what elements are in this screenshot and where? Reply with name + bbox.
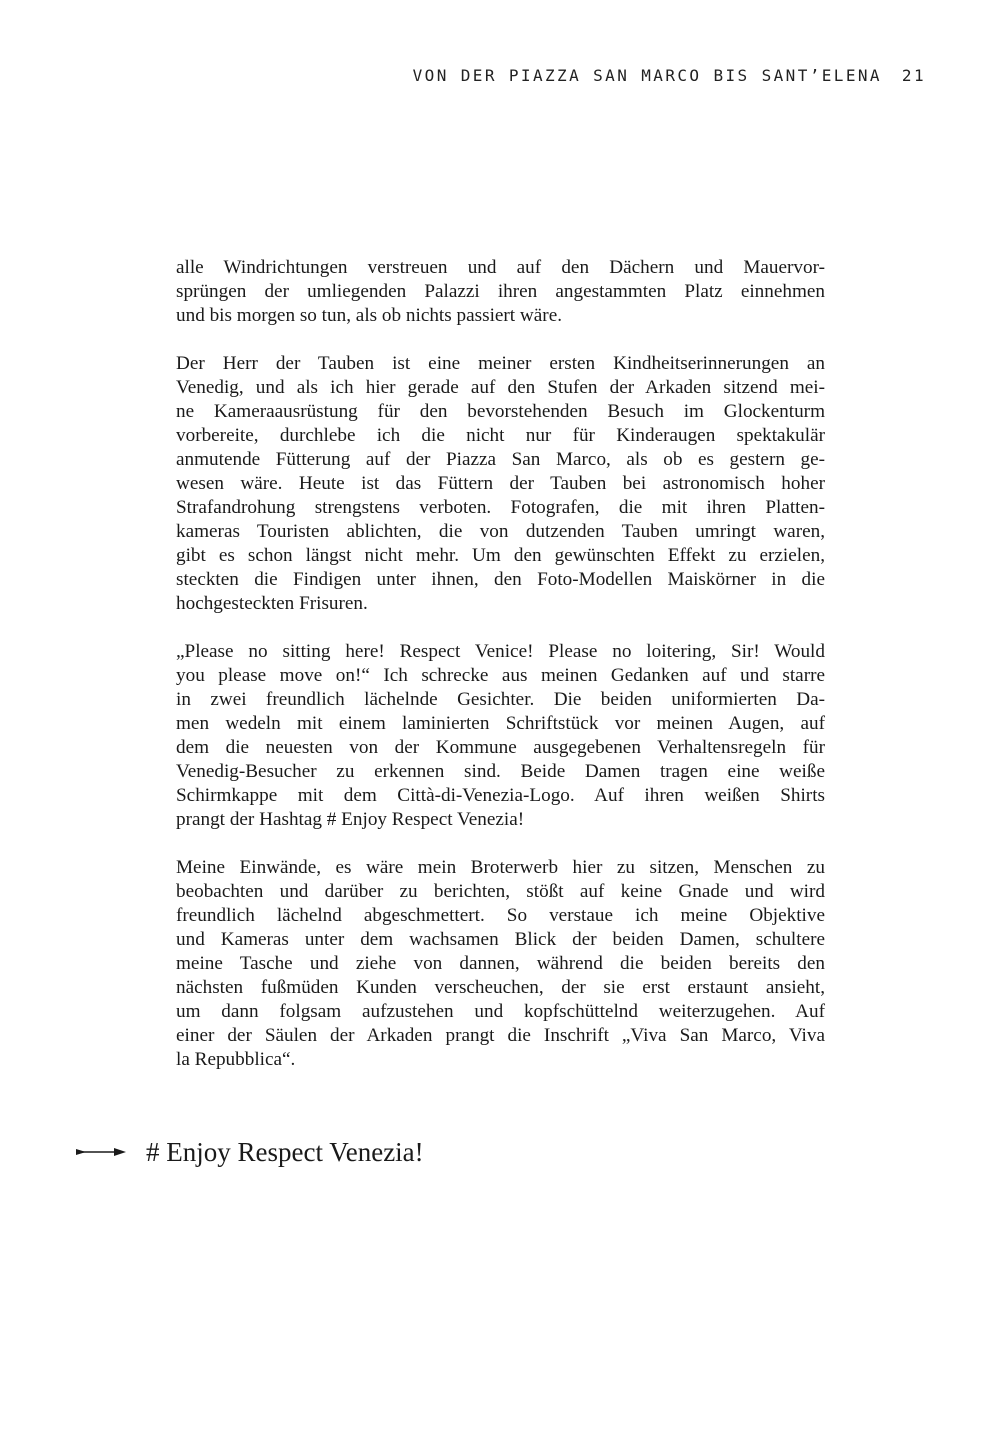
- text-line: prangt der Hashtag # Enjoy Respect Venezia!: [176, 809, 525, 830]
- text-line: you please move on!“ Ich schrecke aus meinen Gedanken auf und starre: [176, 665, 825, 686]
- text-line: meine Tasche und ziehe von dannen, während die beiden bereits den: [176, 953, 825, 974]
- text-line: ne Kameraausrüstung für den bevorstehenden Besuch im Glockenturm: [176, 401, 825, 422]
- text-line: und bis morgen so tun, als ob nichts passiert wäre.: [176, 305, 563, 326]
- text-line: nächsten fußmüden Kunden verscheuchen, der sie erst erstaunt ansieht,: [176, 977, 825, 998]
- paragraph: [176, 256, 825, 328]
- text-line: anmutende Fütterung auf der Piazza San Marco, als ob es gestern ge-: [176, 449, 825, 470]
- text-line: Der Herr der Tauben ist eine meiner ersten Kindheitserinnerungen an: [176, 353, 825, 374]
- running-title: VON DER PIAZZA SAN MARCO BIS SANT’ELENA: [412, 66, 882, 85]
- text-line: hochgesteckten Frisuren.: [176, 593, 368, 614]
- paragraph: [176, 856, 825, 1072]
- text-line: men wedeln mit einem laminierten Schriftstück vor meinen Augen, auf: [176, 713, 825, 734]
- text-line: kameras Touristen ablichten, die von dutzenden Tauben umringt waren,: [176, 521, 825, 542]
- text-line: Strafandrohung strengstens verboten. Fotografen, die mit ihren Platten-: [176, 497, 825, 518]
- text-line: steckten die Findigen unter ihnen, den Foto-Modellen Maiskörner in die: [176, 569, 825, 590]
- text-line: Meine Einwände, es wäre mein Broterwerb hier zu sitzen, Menschen zu: [176, 857, 825, 878]
- text-line: Venedig, und als ich hier gerade auf den Stufen der Arkaden sitzend mei-: [176, 377, 825, 398]
- running-header: [413, 66, 926, 85]
- text-line: wesen wäre. Heute ist das Füttern der Tauben bei astronomisch hoher: [176, 473, 825, 494]
- text-line: dem die neuesten von der Kommune ausgegebenen Verhaltensregeln für: [176, 737, 825, 758]
- paragraph: [176, 640, 825, 832]
- text-line: alle Windrichtungen verstreuen und auf den Dächern und Mauervor-: [176, 257, 825, 278]
- text-line: vorbereite, durchlebe ich die nicht nur für Kinderaugen spektakulär: [176, 425, 825, 446]
- text-line: „Please no sitting here! Respect Venice! Please no loitering, Sir! Would: [176, 641, 825, 662]
- section-heading: # Enjoy Respect Venezia!: [146, 1137, 424, 1167]
- paragraph: [176, 352, 825, 616]
- text-line: in zwei freundlich lächelnde Gesichter. Die beiden uniformierten Da-: [176, 689, 825, 710]
- text-line: Schirmkappe mit dem Città-di-Venezia-Logo. Auf ihren weißen Shirts: [176, 785, 825, 806]
- arrow-right-icon: [76, 1145, 126, 1159]
- text-line: beobachten und darüber zu berichten, stößt auf keine Gnade und wird: [176, 881, 825, 902]
- text-line: um dann folgsam aufzustehen und kopfschüttelnd weiterzugehen. Auf: [176, 1001, 825, 1022]
- text-line: Venedig-Besucher zu erkennen sind. Beide Damen tragen eine weiße: [176, 761, 825, 782]
- text-line: freundlich lächelnd abgeschmettert. So verstaue ich meine Objektive: [176, 905, 825, 926]
- text-line: la Repubblica“.: [176, 1049, 296, 1070]
- text-line: einer der Säulen der Arkaden prangt die Inschrift „Viva San Marco, Viva: [176, 1025, 825, 1046]
- text-line: sprüngen der umliegenden Palazzi ihren angestammten Platz einnehmen: [176, 281, 825, 302]
- text-line: gibt es schon längst nicht mehr. Um den gewünschten Effekt zu erzielen,: [176, 545, 825, 566]
- section-heading-row: [76, 1134, 424, 1170]
- text-line: und Kameras unter dem wachsamen Blick der beiden Damen, schultere: [176, 929, 825, 950]
- page-number: 21: [901, 66, 926, 85]
- body-text: [176, 256, 825, 1096]
